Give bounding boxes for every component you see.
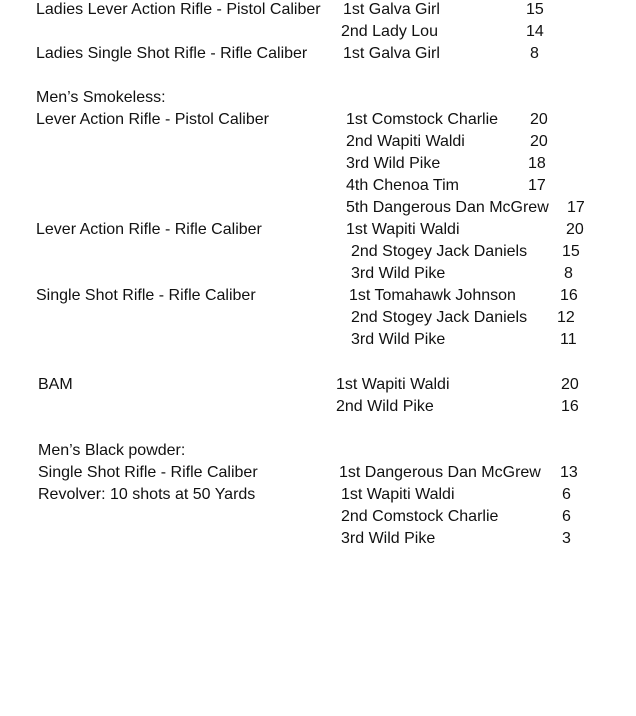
category-label: Ladies Single Shot Rifle - Rifle Caliber [36, 45, 308, 62]
result-place: 2nd Stogey Jack Daniels [351, 309, 528, 326]
result-score: 20 [530, 133, 548, 150]
result-place: 1st Tomahawk Johnson [349, 287, 516, 304]
result-score: 15 [562, 243, 580, 260]
result-score: 17 [528, 177, 546, 194]
result-score: 20 [566, 221, 584, 238]
result-place: 1st Galva Girl [343, 45, 440, 62]
result-place: 2nd Wild Pike [336, 398, 434, 415]
result-place: 4th Chenoa Tim [346, 177, 459, 194]
result-place: 3rd Wild Pike [351, 331, 446, 348]
result-score: 12 [557, 309, 575, 326]
section-heading: Men’s Smokeless: [36, 89, 166, 106]
result-place: 1st Galva Girl [343, 1, 440, 18]
result-place: 2nd Comstock Charlie [341, 508, 499, 525]
result-place: 2nd Wapiti Waldi [346, 133, 465, 150]
category-label: Revolver: 10 shots at 50 Yards [38, 486, 256, 503]
result-score: 16 [560, 287, 578, 304]
result-score: 8 [530, 45, 539, 62]
result-score: 6 [562, 486, 571, 503]
category-label: Ladies Lever Action Rifle - Pistol Caliber [36, 1, 321, 18]
category-label: Lever Action Rifle - Pistol Caliber [36, 111, 269, 128]
result-score: 6 [562, 508, 571, 525]
result-score: 11 [560, 331, 577, 348]
result-place: 1st Comstock Charlie [346, 111, 499, 128]
result-place: 3rd Wild Pike [351, 265, 446, 282]
result-score: 15 [526, 1, 544, 18]
result-score: 20 [530, 111, 548, 128]
category-label: Lever Action Rifle - Rifle Caliber [36, 221, 262, 238]
result-place: 1st Dangerous Dan McGrew [339, 464, 541, 481]
result-score: 17 [567, 199, 585, 216]
result-place: 1st Wapiti Waldi [341, 486, 455, 503]
result-place: 3rd Wild Pike [346, 155, 441, 172]
result-score: 20 [561, 376, 579, 393]
result-score: 8 [564, 265, 573, 282]
result-score: 3 [562, 530, 571, 547]
category-label: Single Shot Rifle - Rifle Caliber [36, 287, 256, 304]
category-label: Single Shot Rifle - Rifle Caliber [38, 464, 258, 481]
result-place: 5th Dangerous Dan McGrew [346, 199, 549, 216]
result-place: 1st Wapiti Waldi [346, 221, 460, 238]
section-heading: Men’s Black powder: [38, 442, 186, 459]
result-score: 18 [528, 155, 546, 172]
result-place: 2nd Stogey Jack Daniels [351, 243, 528, 260]
result-score: 14 [526, 23, 544, 40]
result-score: 16 [561, 398, 579, 415]
category-label: BAM [38, 376, 73, 393]
result-place: 2nd Lady Lou [341, 23, 438, 40]
result-place: 3rd Wild Pike [341, 530, 436, 547]
result-place: 1st Wapiti Waldi [336, 376, 450, 393]
result-score: 13 [560, 464, 578, 481]
